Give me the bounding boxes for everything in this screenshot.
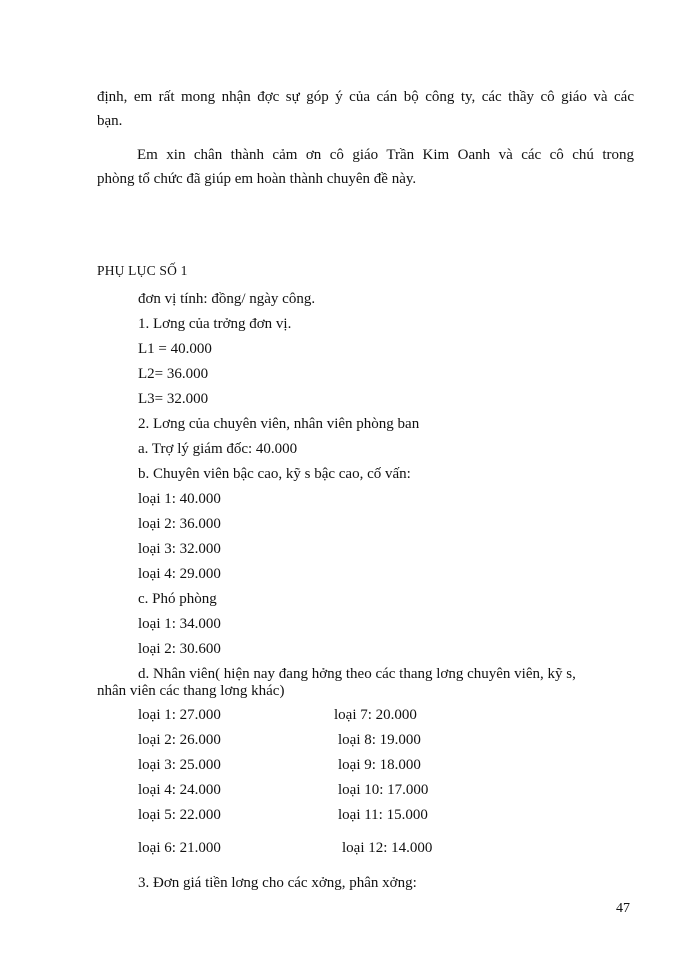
list-item-d-7: loại 7: 20.000 xyxy=(334,707,417,723)
list-item-d-9: loại 9: 18.000 xyxy=(338,757,421,773)
section-2-title: 2. Lơng của chuyên viên, nhân viên phòng ban xyxy=(138,416,420,432)
list-item-d-5: loại 5: 22.000 xyxy=(138,807,221,823)
section-2b: b. Chuyên viên bậc cao, kỹ s bậc cao, cố vấn: xyxy=(138,466,411,482)
section-2c: c. Phó phòng xyxy=(138,591,217,607)
salary-l2: L2= 36.000 xyxy=(138,366,209,382)
list-item-d-10: loại 10: 17.000 xyxy=(338,782,429,798)
intro-paragraph-2-line-2: phòng tổ chức đã giúp em hoàn thành chuyên đề này. xyxy=(97,171,417,187)
section-3-title: 3. Đơn giá tiền lơng cho các xởng, phân xởng: xyxy=(138,875,417,891)
list-item-d-8: loại 8: 19.000 xyxy=(338,732,421,748)
section-1-title: 1. Lơng của trởng đơn vị. xyxy=(138,316,292,332)
unit-note: đơn vị tính: đồng/ ngày công. xyxy=(138,291,316,307)
section-2a: a. Trợ lý giám đốc: 40.000 xyxy=(138,441,298,457)
list-item-d-11: loại 11: 15.000 xyxy=(338,807,428,823)
list-item-c-1: loại 1: 34.000 xyxy=(138,616,221,632)
list-item-d-2: loại 2: 26.000 xyxy=(138,732,221,748)
salary-l3: L3= 32.000 xyxy=(138,391,209,407)
list-item-d-1: loại 1: 27.000 xyxy=(138,707,221,723)
intro-paragraph-2-line-1: Em xin chân thành cảm ơn cô giáo Trần Kim Oanh và các cô chú trong xyxy=(137,147,634,163)
list-item-d-6: loại 6: 21.000 xyxy=(138,840,221,856)
list-item-d-3: loại 3: 25.000 xyxy=(138,757,221,773)
list-item-b-4: loại 4: 29.000 xyxy=(138,566,221,582)
section-2d-line-1: d. Nhân viên( hiện nay đang hởng theo các thang lơng chuyên viên, kỹ s, xyxy=(138,666,576,682)
list-item-b-2: loại 2: 36.000 xyxy=(138,516,221,532)
section-2d-line-2: nhân viên các thang lơng khác) xyxy=(97,683,285,699)
list-item-b-1: loại 1: 40.000 xyxy=(138,491,221,507)
salary-l1: L1 = 40.000 xyxy=(138,341,212,357)
page-number: 47 xyxy=(616,901,630,916)
list-item-d-12: loại 12: 14.000 xyxy=(342,840,433,856)
list-item-c-2: loại 2: 30.600 xyxy=(138,641,221,657)
intro-paragraph-1-line-2: bạn. xyxy=(97,113,123,129)
list-item-b-3: loại 3: 32.000 xyxy=(138,541,221,557)
intro-paragraph-1-line-1: định, em rất mong nhận đợc sự góp ý của cán bộ công ty, các thầy cô giáo và các xyxy=(97,89,634,105)
list-item-d-4: loại 4: 24.000 xyxy=(138,782,221,798)
appendix-heading: PHỤ LỤC SỐ 1 xyxy=(97,263,188,278)
